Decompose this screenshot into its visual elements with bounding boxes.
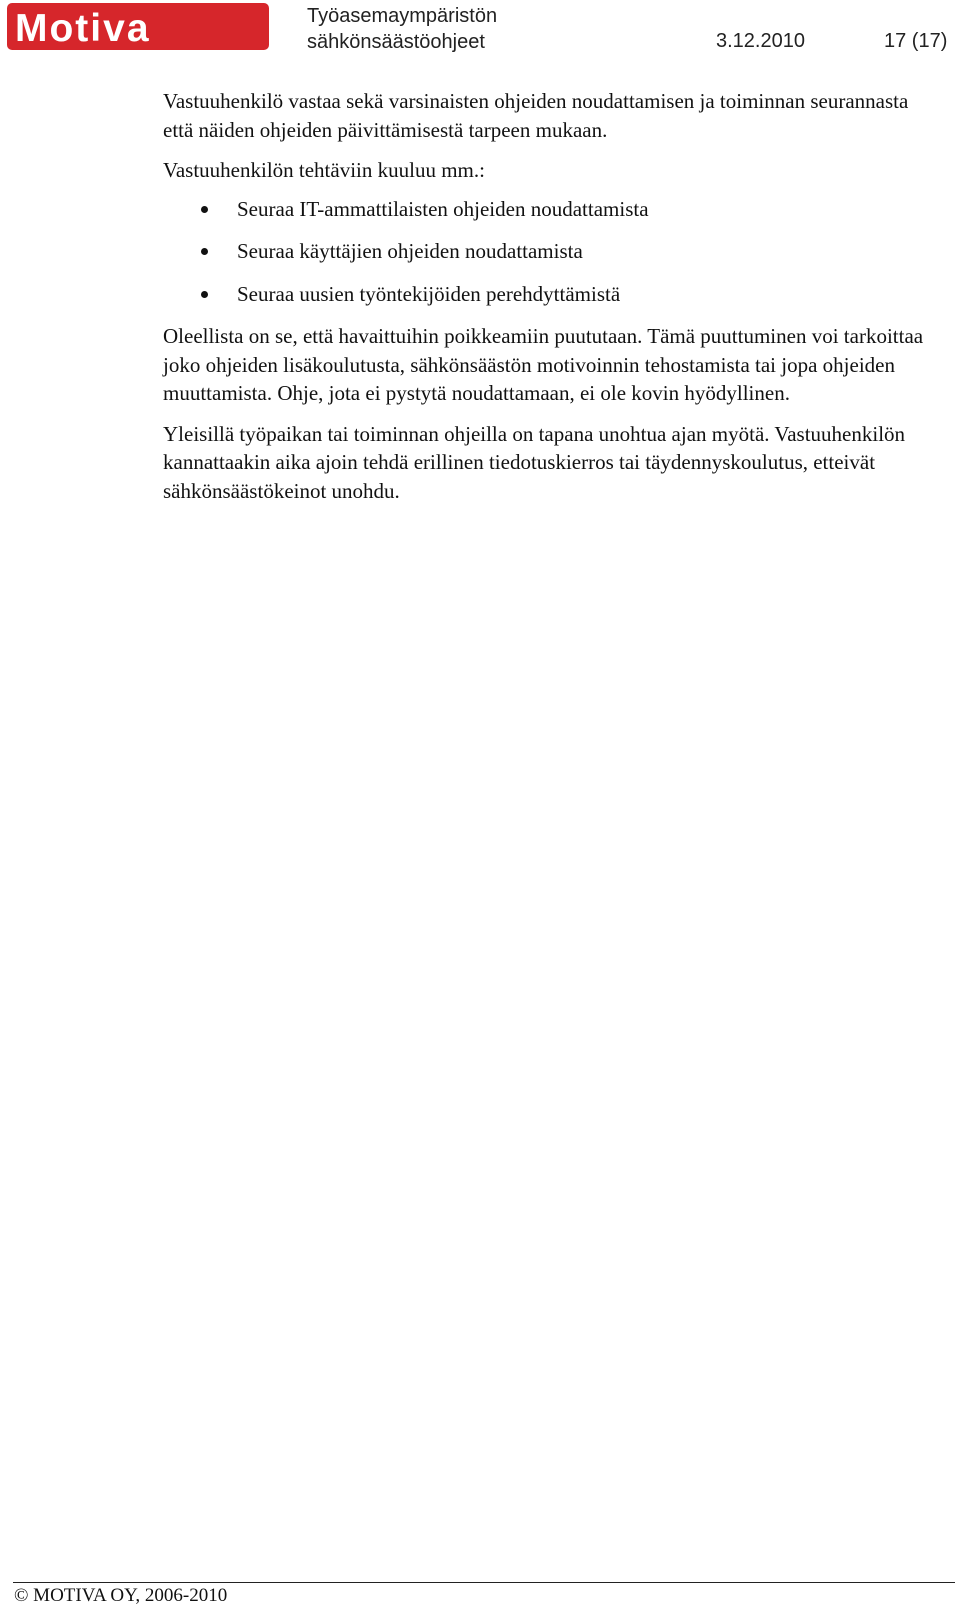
list-item bbox=[163, 237, 933, 266]
list-item-text: Seuraa uusien työntekijöiden perehdyttämistä bbox=[237, 281, 621, 306]
paragraph-deviations: Oleellista on se, että havaittuihin poikkeamiin puututaan. Tämä puuttuminen voi tarkoittaa joko ohjeiden lisäkoulutusta, sähkönsäästön motivoinnin tehostamista tai jopa ohjeiden muuttamista. Ohje, jota ei pystytä noudattamaan, ei ole kovin hyödyllinen. bbox=[163, 324, 924, 405]
page-header bbox=[0, 0, 960, 60]
svg-text:Motiva: Motiva bbox=[15, 7, 151, 50]
document-date: 3.12.2010 bbox=[716, 30, 805, 52]
footer-divider bbox=[13, 1582, 955, 1583]
list-item bbox=[163, 195, 933, 224]
bullet-icon bbox=[201, 291, 208, 298]
task-list bbox=[163, 195, 933, 309]
document-body bbox=[163, 87, 933, 517]
paragraph-responsibility: Vastuuhenkilö vastaa sekä varsinaisten ohjeiden noudattamisen ja toiminnan seurannasta että näiden ohjeiden päivittämisestä tarpeen mukaan. bbox=[163, 89, 909, 142]
footer-copyright: © MOTIVA OY, 2006-2010 bbox=[14, 1585, 228, 1606]
paragraph-reminders: Yleisillä työpaikan tai toiminnan ohjeilla on tapana unohtua ajan myötä. Vastuuhenkilön kannattaakin aika ajoin tehdä erillinen tiedotuskierros tai täydennyskoulutus, etteivät sähkönsäästökeinot unohdu. bbox=[163, 421, 906, 503]
list-intro: Vastuuhenkilön tehtäviin kuuluu mm.: bbox=[163, 158, 485, 182]
list-item-text: Seuraa IT-ammattilaisten ohjeiden noudattamista bbox=[237, 196, 649, 221]
bullet-icon bbox=[201, 248, 208, 255]
bullet-icon bbox=[201, 206, 208, 213]
list-item bbox=[163, 280, 933, 309]
motiva-logo bbox=[7, 3, 269, 50]
page-number: 17 (17) bbox=[884, 30, 948, 52]
list-item-text: Seuraa käyttäjien ohjeiden noudattamista bbox=[237, 239, 583, 263]
document-title: Työasemaympäristön sähkönsäästöohjeet bbox=[307, 5, 498, 53]
